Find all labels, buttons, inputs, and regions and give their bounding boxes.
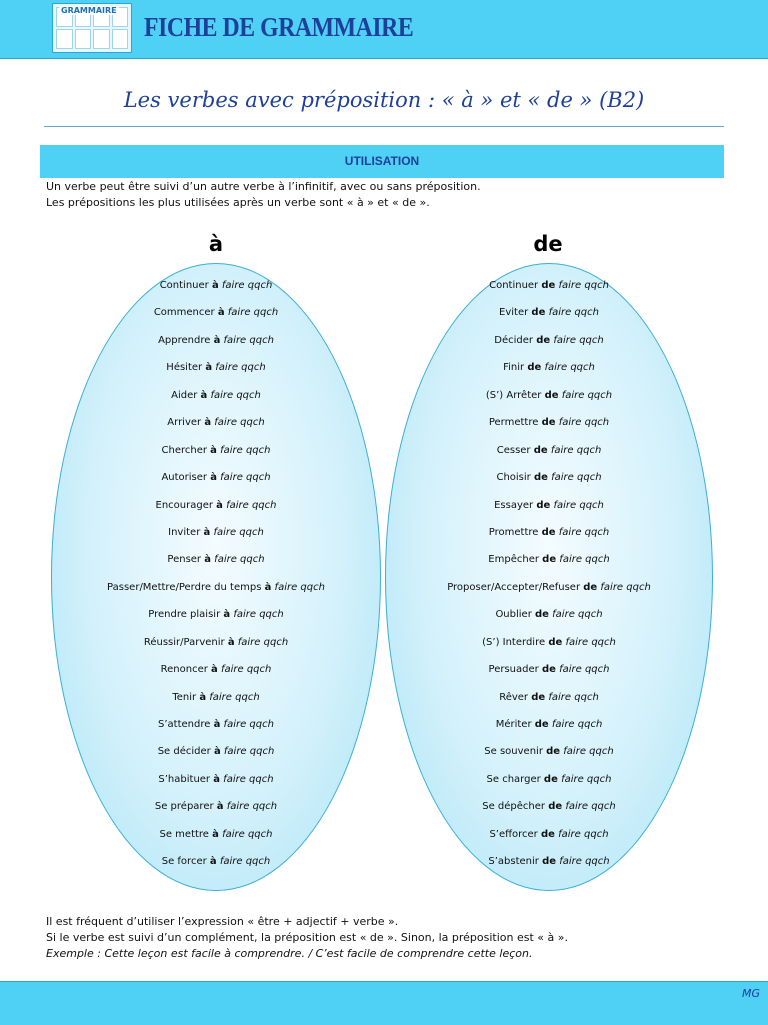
verb-item (399, 717, 699, 744)
verb-item (66, 470, 366, 497)
preposition: à (264, 581, 272, 593)
verb: Oublier (495, 609, 532, 621)
complement: faire qqch (226, 499, 277, 511)
logo-word: GRAMMAIRE (61, 6, 117, 15)
complement: faire qqch (561, 773, 612, 785)
complement: faire qqch (559, 664, 610, 676)
verb-item (399, 827, 699, 854)
preposition: de (536, 499, 551, 511)
complement: faire qqch (551, 719, 603, 730)
verb-item (66, 854, 366, 881)
verb-item (399, 552, 699, 579)
complement: faire qqch (214, 417, 265, 429)
verb: Rêver (499, 691, 529, 703)
complement: faire qqch (600, 581, 651, 593)
verb-item (66, 333, 366, 360)
verb: Se souvenir (484, 746, 543, 758)
complement: faire qqch (220, 664, 272, 676)
footer-line: Il est fréquent d’utiliser l’expression « être + adjectif + verbe ». (46, 915, 399, 928)
preposition: de (542, 554, 557, 566)
verb: Tenir (172, 691, 197, 703)
preposition: de (542, 856, 557, 868)
preposition: de (533, 444, 548, 456)
complement: faire qqch (559, 554, 610, 566)
verb: Se dépêcher (482, 801, 546, 813)
verb: Empêcher (488, 554, 539, 566)
complement: faire qqch (223, 334, 274, 346)
preposition: à (213, 773, 220, 785)
verb-item (399, 580, 699, 607)
verb-item (66, 360, 366, 387)
verb-item (66, 827, 366, 854)
preposition: à (217, 307, 225, 319)
preposition: à (210, 472, 217, 484)
complement: faire qqch (209, 691, 260, 703)
complement: faire qqch (214, 554, 265, 566)
verb-item (399, 525, 699, 552)
verb-item (66, 607, 366, 634)
column-de-heading: de (533, 232, 563, 256)
grammaire-logo (52, 3, 132, 53)
verb-item (399, 470, 699, 497)
verb: Se forcer (161, 856, 207, 868)
verb: Prendre plaisir (148, 609, 221, 621)
verb: Autoriser (161, 472, 208, 484)
verb-item (399, 690, 699, 717)
complement: faire qqch (223, 746, 275, 758)
preposition: à (213, 334, 221, 346)
intro-line: Les prépositions les plus utilisées après un verbe sont « à » et « de ». (46, 196, 430, 209)
verb-item (399, 278, 699, 305)
title-divider (44, 126, 724, 127)
verb-item (66, 415, 366, 442)
complement: faire qqch (558, 280, 609, 291)
verb-item (399, 333, 699, 360)
verb-list-a (66, 278, 366, 882)
complement: faire qqch (548, 307, 599, 319)
complement: faire qqch (565, 801, 616, 813)
verb: Continuer (159, 280, 209, 291)
preposition: de (540, 828, 555, 840)
preposition: de (543, 773, 558, 785)
complement: faire qqch (561, 389, 613, 401)
verb: S’habituer (158, 773, 211, 785)
preposition: de (541, 280, 556, 291)
footer-text (46, 914, 736, 962)
preposition: à (203, 526, 211, 538)
document-title: Les verbes avec préposition : « à » et « de » (B2) (123, 88, 645, 112)
verb: Cesser (496, 444, 531, 456)
preposition: à (216, 801, 224, 813)
preposition: de (544, 389, 559, 401)
verb-item (399, 854, 699, 881)
verb: Réussir/Parvenir (143, 636, 225, 648)
verb: S’abstenir (488, 856, 539, 868)
example-line: Exemple : Cette leçon est facile à comprendre. / C’est facile de comprendre cette leçon. (46, 947, 533, 960)
preposition: à (200, 389, 208, 401)
verb-item (66, 443, 366, 470)
preposition: de (541, 417, 556, 429)
complement: faire qqch (548, 691, 599, 703)
verb: Proposer/Accepter/Refuser (447, 581, 581, 593)
logo-page (75, 29, 92, 49)
complement: faire qqch (558, 828, 609, 840)
verb-item (399, 388, 699, 415)
verb-item (66, 690, 366, 717)
verb: S’efforcer (489, 828, 538, 840)
verb: Mériter (495, 719, 532, 730)
intro-text (46, 179, 726, 211)
preposition: de (536, 334, 551, 346)
logo-page (112, 29, 129, 49)
preposition: de (527, 362, 542, 374)
verb-item (66, 772, 366, 799)
verb-item (66, 278, 366, 305)
verb: Eviter (499, 307, 529, 319)
verb: Inviter (168, 526, 201, 538)
preposition: à (227, 636, 235, 648)
complement: faire qqch (226, 801, 278, 813)
preposition: à (209, 856, 217, 868)
preposition: à (211, 664, 218, 676)
section-heading: UTILISATION (40, 145, 724, 178)
verb-item (399, 772, 699, 799)
verb-item (66, 744, 366, 771)
verb-item (399, 443, 699, 470)
column-a-heading: à (208, 232, 224, 256)
complement: faire qqch (220, 472, 271, 484)
preposition: à (210, 444, 217, 456)
complement: faire qqch (222, 828, 273, 840)
preposition: à (213, 746, 221, 758)
verb-item (66, 799, 366, 826)
logo-page (56, 29, 73, 49)
preposition: de (531, 307, 546, 319)
preposition: de (548, 636, 563, 648)
preposition: à (205, 362, 213, 374)
complement: faire qqch (219, 856, 271, 868)
preposition: de (531, 691, 546, 703)
verb-item (399, 607, 699, 634)
verb-item (66, 662, 366, 689)
verb-item (66, 552, 366, 579)
complement: faire qqch (551, 472, 602, 484)
verb: Décider (494, 334, 533, 346)
complement: faire qqch (558, 417, 610, 429)
verb: Penser (167, 554, 202, 566)
preposition: de (535, 609, 549, 621)
complement: faire qqch (233, 609, 284, 621)
preposition: à (204, 554, 211, 566)
complement: faire qqch (552, 609, 603, 621)
preposition: de (583, 581, 598, 593)
verb-item (399, 635, 699, 662)
complement: faire qqch (215, 362, 266, 374)
verb: Hésiter (166, 362, 203, 374)
verb-item (66, 388, 366, 415)
verb: Aider (171, 389, 198, 401)
complement: faire qqch (227, 307, 279, 319)
complement: faire qqch (553, 334, 604, 346)
verb: Choisir (496, 472, 531, 484)
complement: faire qqch (223, 773, 274, 785)
verb-item (66, 580, 366, 607)
preposition: à (223, 609, 231, 621)
verb-item (399, 799, 699, 826)
verb: Continuer (489, 280, 539, 291)
verb-item (66, 525, 366, 552)
verb: (S’) Arrêter (485, 389, 542, 401)
preposition: de (541, 526, 556, 538)
complement: faire qqch (221, 280, 273, 291)
complement: faire qqch (559, 856, 610, 868)
complement: faire qqch (563, 746, 614, 758)
verb: Permettre (488, 417, 539, 429)
verb: Essayer (494, 499, 534, 511)
preposition: de (541, 664, 556, 676)
complement: faire qqch (544, 362, 595, 374)
verb-item (399, 305, 699, 332)
preposition: de (533, 472, 548, 484)
verb: Se mettre (159, 828, 209, 840)
complement: faire qqch (558, 526, 610, 538)
verb: Se préparer (154, 801, 214, 813)
complement: faire qqch (274, 581, 325, 593)
footer-band (0, 981, 768, 1025)
verb-item (399, 662, 699, 689)
verb-item (66, 305, 366, 332)
verb: Se décider (157, 746, 211, 758)
complement: faire qqch (210, 389, 261, 401)
verb: Passer/Mettre/Perdre du temps (107, 581, 262, 593)
verb: Finir (503, 362, 525, 374)
verb: Arriver (167, 417, 202, 429)
verb: Apprendre (158, 334, 211, 346)
complement: faire qqch (220, 444, 271, 456)
verb: Promettre (488, 526, 539, 538)
verb: S’attendre (158, 719, 211, 730)
verb: Renoncer (160, 664, 208, 676)
complement: faire qqch (213, 526, 264, 538)
verb-item (399, 360, 699, 387)
verb: Se charger (486, 773, 541, 785)
verb-item (399, 415, 699, 442)
verb-item (399, 498, 699, 525)
complement: faire qqch (553, 499, 604, 511)
preposition: à (204, 417, 212, 429)
preposition: à (199, 691, 207, 703)
verb-item (66, 498, 366, 525)
complement: faire qqch (223, 719, 274, 730)
verb: Commencer (153, 307, 215, 319)
complement: faire qqch (565, 636, 616, 648)
complement: faire qqch (237, 636, 289, 648)
author-initials: MG (741, 987, 760, 1000)
intro-line: Un verbe peut être suivi d’un autre verbe à l’infinitif, avec ou sans préposition. (46, 180, 481, 193)
preposition: à (213, 719, 221, 730)
logo-page (93, 29, 110, 49)
preposition: de (534, 719, 549, 730)
header-title: FICHE DE GRAMMAIRE (144, 12, 414, 42)
preposition: à (216, 499, 223, 511)
verb-item (66, 635, 366, 662)
preposition: de (548, 801, 563, 813)
verb-item (66, 717, 366, 744)
footer-line: Si le verbe est suivi d’un complément, la préposition est « de ». Sinon, la préposition est « à ». (46, 931, 569, 944)
verb: (S’) Interdire (482, 636, 546, 648)
verb: Encourager (155, 499, 213, 511)
preposition: à (211, 280, 219, 291)
verb: Chercher (161, 444, 207, 456)
verb-list-de (399, 278, 699, 882)
verb: Persuader (488, 664, 539, 676)
preposition: à (212, 828, 219, 840)
verb-item (399, 744, 699, 771)
preposition: de (546, 746, 561, 758)
complement: faire qqch (550, 444, 602, 456)
